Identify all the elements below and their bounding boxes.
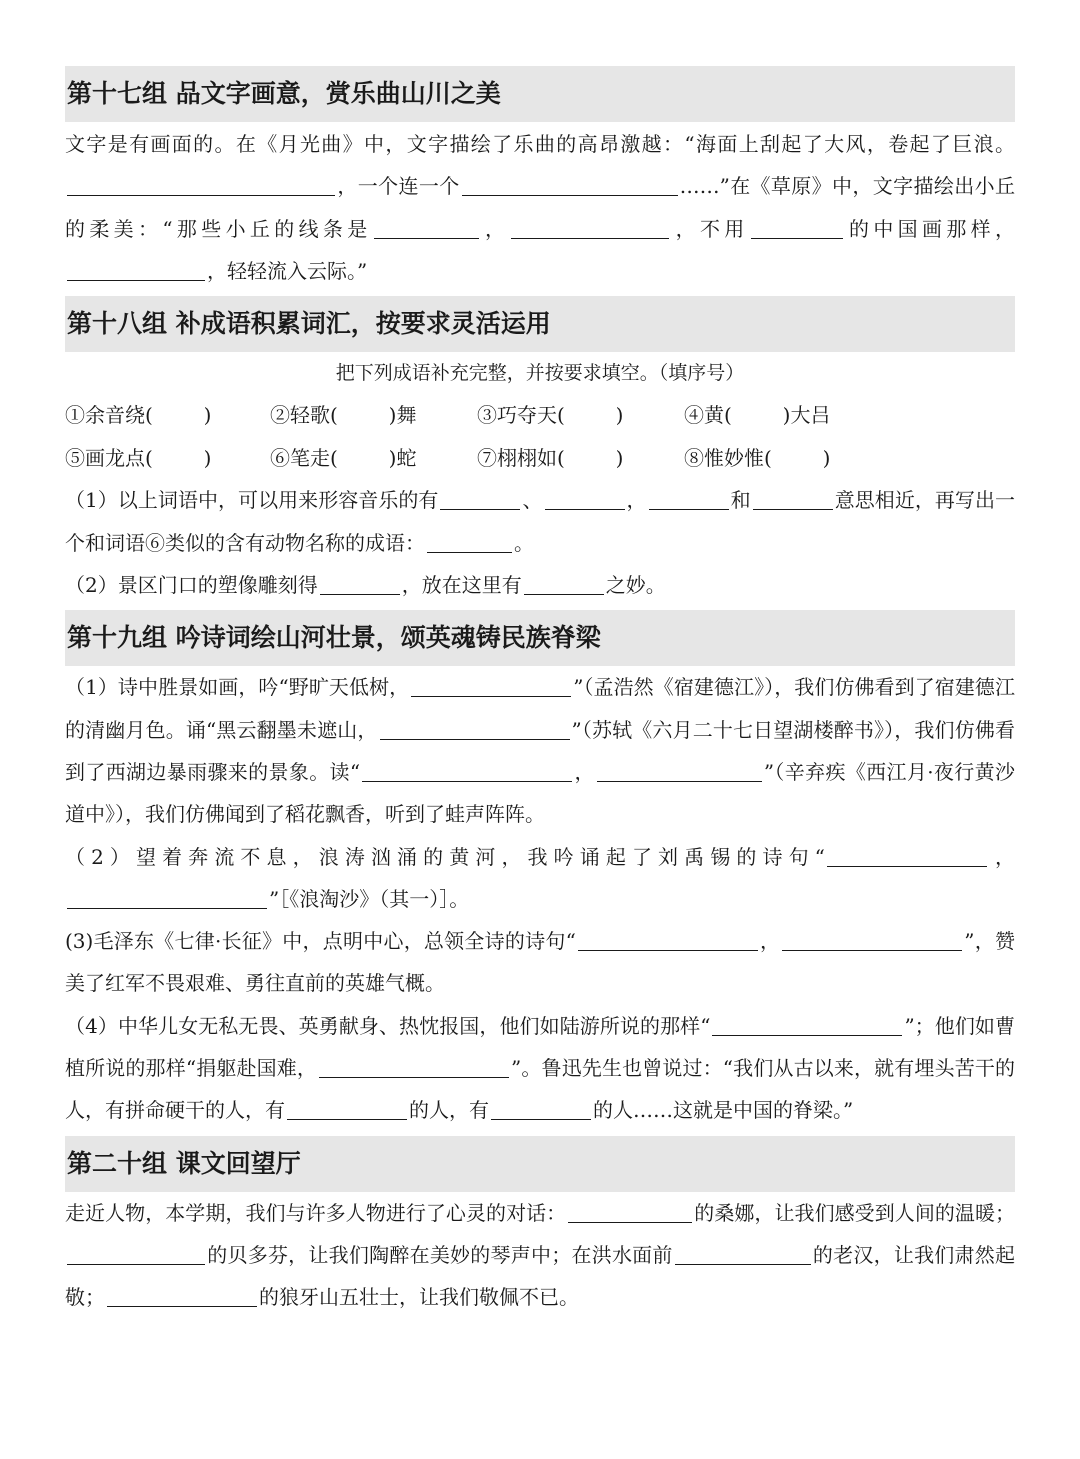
section-18-question-2: （2）景区门口的塑像雕刻得 ，放在这里有 之妙。 (65, 573, 666, 598)
answer-blank[interactable] (362, 759, 572, 782)
answer-blank[interactable] (751, 216, 843, 239)
answer-blank[interactable] (462, 173, 678, 196)
answer-blank[interactable] (578, 928, 758, 951)
answer-blank[interactable] (597, 759, 762, 782)
idiom-grid (65, 394, 1015, 479)
answer-blank[interactable] (411, 674, 571, 697)
answer-blank[interactable] (380, 717, 570, 740)
answer-blank[interactable] (827, 844, 987, 867)
answer-blank[interactable] (320, 572, 400, 595)
answer-blank[interactable] (675, 1242, 811, 1265)
section-19-question-2: （2）望着奔流不息，浪涛汹涌的黄河，我吟诵起了刘禹锡的诗句“ ，”［《浪淘沙》（其一）］。 (65, 844, 1016, 911)
section-17-paragraph: 文字是有画面的。在《月光曲》中，文字描绘了乐曲的高昂激越：“海面上刮起了大风，卷起了巨浪。，一个连一个 ……”在《草原》中，文字描绘出小丘的柔美：“那些小丘的线条是 ， ，不用 的中国画那样，，轻轻流入云际。” (65, 132, 1016, 283)
answer-blank[interactable] (67, 258, 205, 281)
answer-blank[interactable] (545, 487, 625, 510)
answer-blank[interactable] (712, 1013, 902, 1036)
section-18-instruction: 把下列成语补充完整，并按要求填空。（填序号） (335, 362, 745, 385)
answer-blank[interactable] (524, 572, 604, 595)
answer-blank[interactable] (649, 487, 729, 510)
section-18-title: 第十八组 补成语积累词汇，按要求灵活运用 (65, 296, 1015, 352)
idiom-row (65, 394, 1015, 437)
answer-blank[interactable] (374, 216, 479, 239)
section-19-question-4: （4）中华儿女无私无畏、英勇献身、热忱报国，他们如陆游所说的那样“ ”；他们如曹植所说的那样“捐躯赴国难， ”。鲁迅先生也曾说过：“我们从古以来，就有埋头苦干的人，有拼命硬干的人，有 的人，有 的人……这就是中国的脊梁。” (65, 1013, 1015, 1123)
answer-blank[interactable] (67, 173, 335, 196)
idiom-item[interactable]: ⑧惟妙惟( ) (684, 445, 831, 470)
section-17-title: 第十七组 品文字画意，赏乐曲山川之美 (65, 66, 1015, 122)
answer-blank[interactable] (67, 1242, 205, 1265)
answer-blank[interactable] (67, 886, 267, 909)
answer-blank[interactable] (511, 216, 669, 239)
idiom-item[interactable]: ⑤画龙点( ) (65, 445, 212, 470)
idiom-item[interactable]: ③巧夺天( ) (477, 403, 624, 428)
section-19-question-1: （1）诗中胜景如画，吟“野旷天低树， ”（孟浩然《宿建德江》），我们仿佛看到了宿建德江的清幽月色。诵“黑云翻墨未遮山， ”（苏轼《六月二十七日望湖楼醉书》），我们仿佛看到了西湖边暴雨骤来的景象。读“ ， ”（辛弃疾《西江月·夜行黄沙道中》），我们仿佛闻到了稻花飘香，听到了蛙声阵阵。 (65, 675, 1015, 827)
answer-blank[interactable] (491, 1097, 591, 1120)
worksheet-page (65, 66, 1015, 1319)
idiom-item[interactable]: ④黄( )大吕 (684, 403, 831, 428)
section-18-question-1: （1）以上词语中，可以用来形容音乐的有 、 ， 和 意思相近，再写出一个和词语⑥类似的含有动物名称的成语： 。 (65, 488, 1016, 555)
answer-blank[interactable] (427, 530, 512, 553)
idiom-item[interactable]: ②轻歌( )舞 (270, 403, 417, 428)
section-20-paragraph: 走近人物，本学期，我们与许多人物进行了心灵的对话： 的桑娜，让我们感受到人间的温暖；的贝多芬，让我们陶醉在美妙的琴声中；在洪水面前 的老汉，让我们肃然起敬； 的狼牙山五壮士，让我们敬佩不已。 (65, 1200, 1016, 1310)
answer-blank[interactable] (753, 487, 833, 510)
answer-blank[interactable] (568, 1200, 692, 1223)
answer-blank[interactable] (107, 1284, 257, 1307)
section-19-question-3: (3)毛泽东《七律·长征》中，点明中心，总领全诗的诗句“ ， ”，赞美了红军不畏艰难、勇往直前的英雄气概。 (65, 929, 1015, 996)
idiom-item[interactable]: ⑦栩栩如( ) (477, 445, 624, 470)
section-19-title: 第十九组 吟诗词绘山河壮景，颂英魂铸民族脊梁 (65, 610, 1015, 666)
answer-blank[interactable] (319, 1055, 509, 1078)
idiom-row (65, 437, 1015, 480)
answer-blank[interactable] (782, 928, 962, 951)
idiom-item[interactable]: ⑥笔走( )蛇 (270, 445, 417, 470)
section-20-title: 第二十组 课文回望厅 (65, 1136, 1015, 1192)
idiom-item[interactable]: ①余音绕( ) (65, 403, 212, 428)
answer-blank[interactable] (440, 487, 520, 510)
answer-blank[interactable] (287, 1097, 407, 1120)
